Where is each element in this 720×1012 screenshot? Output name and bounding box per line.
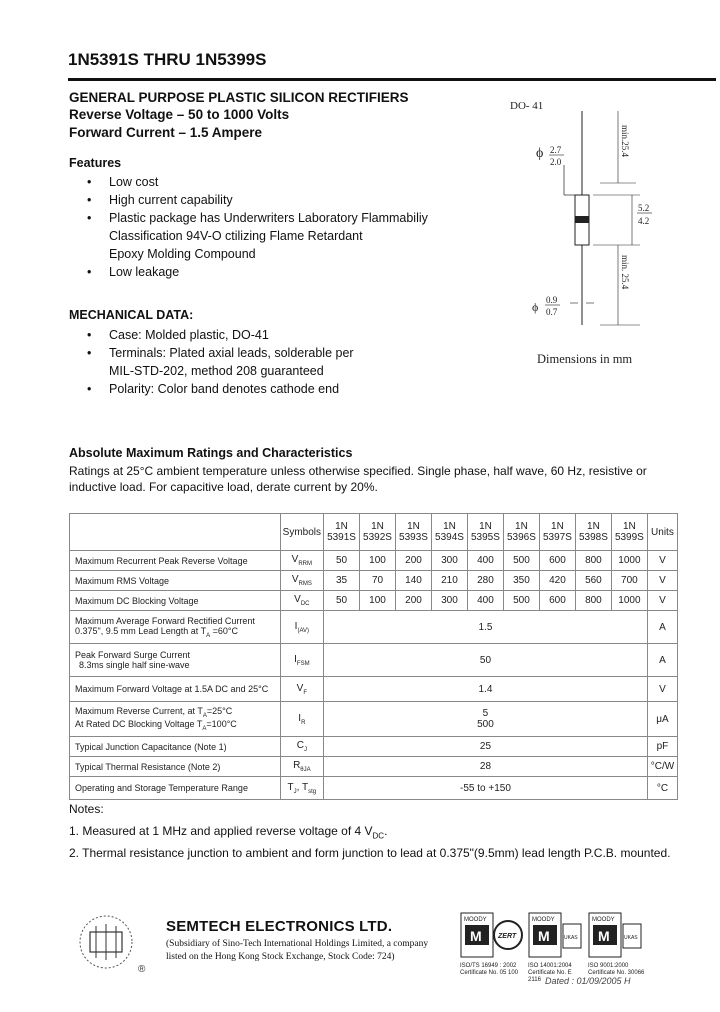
mechanical-list xyxy=(69,326,354,398)
list-item: • Plastic package has Underwriters Laboratory Flammabiliy xyxy=(87,211,428,225)
units-header: Units xyxy=(647,514,677,551)
dated-stamp: Dated : 01/09/2005 H xyxy=(545,976,631,986)
svg-text:UKAS: UKAS xyxy=(564,935,578,941)
svg-text:MOODY: MOODY xyxy=(464,917,487,923)
note-2: 2. Thermal resistance junction to ambient and form junction to lead at 0.375"(9.5mm) lead length P.C.B. mounted. xyxy=(69,846,671,860)
page-title: 1N5391S THRU 1N5399S xyxy=(68,50,267,69)
table-row: Peak Forward Surge Current 8.3ms single half sine-wave $I_{FSM}$ 50 A xyxy=(70,644,678,677)
list-item: • Case: Molded plastic, DO-41 xyxy=(87,328,269,342)
lead-length-bottom: min. 25.4 xyxy=(620,255,630,290)
cathode-band xyxy=(575,216,589,223)
semtech-logo-icon xyxy=(76,912,148,974)
lead-length-top: min.25.4 xyxy=(620,125,630,158)
lead-diameter-min: 0.7 xyxy=(546,307,558,317)
svg-text:M: M xyxy=(470,928,482,944)
bullet-icon: • xyxy=(87,328,92,342)
registered-mark: ® xyxy=(138,964,146,974)
dimensions-caption: Dimensions in mm xyxy=(537,352,633,366)
lead-diameter-symbol: ϕ xyxy=(532,300,539,314)
body-diameter-max: 2.7 xyxy=(550,145,562,155)
list-item: • High current capability xyxy=(87,193,233,207)
list-item: • Low leakage xyxy=(87,265,180,279)
bullet-icon: • xyxy=(87,382,92,396)
table-row: Maximum Recurrent Peak Reverse Voltage $V_{RRM}$ 50 100 200 300 400 500 600 800 1000 V xyxy=(70,551,678,571)
body-length-max: 5.2 xyxy=(638,203,650,213)
ratings-table xyxy=(69,513,678,800)
company-subsidiary-note: (Subsidiary of Sino-Tech International Holdings Limited, a company listed on the Hong Kong Stock Exchange, Stock Code: 724) xyxy=(166,939,429,962)
cert-badge-iso14001: MOODY M UKAS ISO 14001:2004 Certificate No. E 2116 xyxy=(528,912,584,984)
lead-diameter-max: 0.9 xyxy=(546,295,558,305)
ratings-heading: Absolute Maximum Ratings and Characteristics xyxy=(69,446,353,460)
bullet-icon: • xyxy=(87,211,92,225)
list-item: Epoxy Molding Compound xyxy=(109,247,256,261)
list-item: MIL-STD-202, method 208 guaranteed xyxy=(109,364,324,378)
svg-text:UKAS: UKAS xyxy=(624,935,638,941)
forward-current-spec: Forward Current – 1.5 Ampere xyxy=(69,125,263,140)
mechanical-heading: MECHANICAL DATA: xyxy=(69,308,194,322)
part-header: 1N 5399S xyxy=(611,514,647,551)
part-header: 1N 5391S xyxy=(324,514,360,551)
body-length-min: 4.2 xyxy=(638,216,650,226)
table-header-blank xyxy=(70,514,281,551)
table-row: Typical Junction Capacitance (Note 1) $C_J$ 25 pF xyxy=(70,737,678,757)
cert-badge-iso9001: MOODY M UKAS ISO 9001:2000 Certificate No. 30066 xyxy=(588,912,648,977)
table-row: Maximum Average Forward Rectified Current 0.375", 9.5 mm Lead Length at $T_A =60^\circ C$ $I_{(AV)}$ 1.5 A xyxy=(70,611,678,644)
part-header: 1N 5393S xyxy=(396,514,432,551)
features-heading: Features xyxy=(69,156,122,170)
svg-text:MOODY: MOODY xyxy=(592,917,615,923)
list-item: • Terminals: Plated axial leads, solderable per xyxy=(87,346,354,360)
list-item: Classification 94V-O ctilizing Flame Retardant xyxy=(109,229,363,243)
part-header: 1N 5392S xyxy=(360,514,396,551)
part-header: 1N 5396S xyxy=(503,514,539,551)
moody-cert-icon xyxy=(588,912,644,958)
product-type: GENERAL PURPOSE PLASTIC SILICON RECTIFIERS xyxy=(69,90,409,105)
table-row: Maximum DC Blocking Voltage $V_{DC}$ 50 100 200 300 400 500 600 800 1000 V xyxy=(70,591,678,611)
table-header-row xyxy=(70,514,678,551)
company-name: SEMTECH ELECTRONICS LTD. xyxy=(166,918,393,935)
symbols-header: Symbols xyxy=(280,514,323,551)
table-row: Typical Thermal Resistance (Note 2) $R_{\theta JA}$ 28 °C/W xyxy=(70,757,678,777)
table-row: Maximum Reverse Current, at $T_A=25^\circ C$ At Rated DC Blocking Voltage $T_A=100^\circ C$ $I_R$ 5 500 μA xyxy=(70,702,678,737)
table-row: Operating and Storage Temperature Range $T_J$, $T_{stg}$ -55 to +150 °C xyxy=(70,777,678,800)
moody-cert-icon xyxy=(460,912,524,958)
package-outline-diagram xyxy=(500,95,670,375)
part-header: 1N 5398S xyxy=(575,514,611,551)
bullet-icon: • xyxy=(87,346,92,360)
body-diameter-min: 2.0 xyxy=(550,157,562,167)
table-row: Maximum RMS Voltage $V_{RMS}$ 35 70 140 210 280 350 420 560 700 V xyxy=(70,571,678,591)
notes-heading: Notes: xyxy=(69,802,104,816)
table-row: Maximum Forward Voltage at 1.5A DC and 25°C $V_F$ 1.4 V xyxy=(70,677,678,702)
part-header: 1N 5394S xyxy=(431,514,467,551)
svg-text:MOODY: MOODY xyxy=(532,917,555,923)
bullet-icon: • xyxy=(87,175,92,189)
svg-text:M: M xyxy=(538,928,550,944)
list-item: • Low cost xyxy=(87,175,159,189)
package-name: DO- 41 xyxy=(510,100,544,112)
note-1: 1. Measured at 1 MHz and applied reverse voltage of 4 $V_{DC}$. xyxy=(69,824,388,841)
ratings-intro: Ratings at 25°C ambient temperature unless otherwise specified. Single phase, half wave, 60 Hz, resistive or inductive load. For capacitive load, derate current by 20%. xyxy=(69,464,647,494)
svg-text:M: M xyxy=(598,928,610,944)
reverse-voltage-spec: Reverse Voltage – 50 to 1000 Volts xyxy=(69,107,290,122)
part-header: 1N 5397S xyxy=(539,514,575,551)
moody-cert-icon xyxy=(528,912,584,958)
title-rule xyxy=(68,78,716,81)
diameter-symbol: ϕ xyxy=(536,146,544,161)
bullet-icon: • xyxy=(87,265,92,279)
part-header: 1N 5395S xyxy=(467,514,503,551)
svg-text:ZERT: ZERT xyxy=(498,933,517,940)
bullet-icon: • xyxy=(87,193,92,207)
cert-badge-iatf: MOODY M ZERT ISO/TS 16949 : 2002 Certificate No. 05 100 xyxy=(460,912,524,977)
features-list xyxy=(69,173,428,281)
list-item: • Polarity: Color band denotes cathode end xyxy=(87,382,340,396)
